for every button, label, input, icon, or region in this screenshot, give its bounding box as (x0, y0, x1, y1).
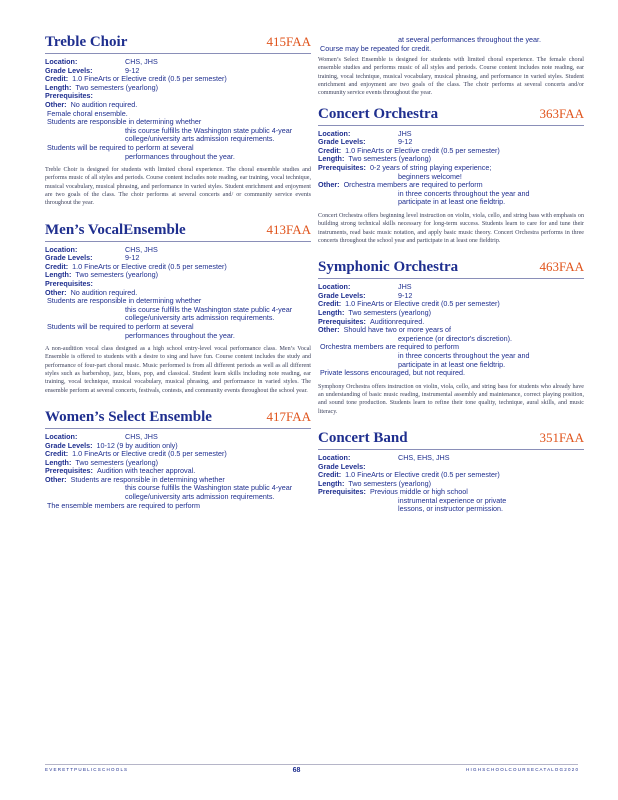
note-line: college/university arts admission requirements. (125, 313, 275, 323)
note-line: Orchestra members are required to perform (320, 342, 460, 352)
note-line: Students are responsible in determining whether (47, 296, 202, 306)
prereq-label: Prerequisites: (45, 91, 93, 101)
note-line: Students will be required to perform at several (47, 142, 194, 152)
prereq-value: 0-2 years of string playing experience; (369, 163, 492, 173)
credit-label: Credit: (318, 470, 342, 480)
grade-label: Grade Levels: (318, 137, 366, 147)
continued-fields (318, 36, 584, 53)
page-number: 68 (292, 767, 301, 774)
prereq-value: Previous middle or high school (369, 487, 468, 497)
course-treble-choir (45, 34, 311, 208)
note-line: college/university arts admission requirements. (125, 492, 275, 502)
course-code: 351FAA (539, 429, 584, 445)
course-title: Women’s Select Ensemble (45, 408, 212, 425)
length-value: Two semesters (yearlong) (348, 478, 432, 488)
note-line: Students will be required to perform at several (47, 321, 194, 331)
course-header (318, 259, 584, 279)
credit-value: 1.0 FineArts or Elective credit (0.5 per semester) (345, 145, 500, 155)
course-description: Treble Choir is designed for students with limited choral experience. The choral ensemble studies and performs music of all styles and periods. Course content includes note reading, ear training, vocal technique, musical vocabulary, musical phrasing, and performance in varied styles. Student enrichment and enjoyment are two goals of the class. The choir performs at several concerts and/ or community service events throughout the year. (45, 167, 311, 207)
location-label: Location: (45, 431, 78, 441)
location-value: CHS, JHS (125, 431, 158, 441)
note-line: at several performances throughout the year. (398, 35, 542, 44)
other-value: No audition required. (70, 287, 138, 297)
length-label: Length: (45, 270, 72, 280)
prereq-label: Prerequisites: (45, 466, 93, 476)
course-header (45, 34, 311, 54)
length-value: Two semesters (yearlong) (75, 270, 159, 280)
course-description: Concert Orchestra offers beginning level instruction on violin, viola, cello, and string bass with emphasis on building strong technical skills necessary for long-term success. Students learn to care for and tune their instruments, read basic music notation, and apply basic music theory. Concert Orchestra performs in three concerts throughout the school year and participate in at least one fieldtrip. (318, 213, 584, 244)
grade-value: 9-12 (125, 65, 140, 75)
course-fields (318, 454, 584, 514)
grade-value: 9-12 (398, 290, 413, 300)
course-title: Concert Band (318, 429, 408, 446)
note-line: Course may be repeated for credit. (320, 43, 432, 53)
course-symphonic-orchestra (318, 259, 584, 416)
other-value: Should have two or more years of (343, 325, 452, 335)
course-concert-orchestra (318, 106, 584, 246)
note-line: instrumental experience or private (398, 495, 507, 505)
course-header (45, 409, 311, 429)
course-code: 417FAA (266, 408, 311, 424)
length-label: Length: (318, 307, 345, 317)
note-line: this course fulfills the Washington state public 4-year (125, 483, 293, 493)
course-title: Treble Choir (45, 34, 128, 50)
prereq-value: Auditionrequired. (369, 316, 425, 326)
course-header (318, 430, 584, 450)
location-value: CHS, EHS, JHS (398, 452, 450, 462)
course-description: Women’s Select Ensemble is designed for students with limited choral experience. The female choral ensemble studies and performs music of all styles and periods. Course content includes note reading, ear training, vocal technique, musical vocabulary, musical phrasing, and performance in varied styles. Student enrichment and enjoyment are two goals of the class. The choir performs at several concerts and/or community service events throughout the year. (318, 57, 584, 97)
course-description: A non-audition vocal class designed as a high school entry-level vocal performance class. Men’s Vocal Ensemble is offered to students with a desire to sing and have fun. Course content includes the study and performance of four-part choral music. Music performed is from all different periods as well as all different styles such as barbershop, jazz, blues, pop, and classical. Student learn skills including note reading, ear training, vocal technique, musical vocabulary, musical phrasing, and performance in varied styles. The ensemble perform at several concerts, festivals, contests, and community events throughout the school year. (45, 346, 311, 394)
length-value: Two semesters (yearlong) (75, 82, 159, 92)
credit-value: 1.0 FineArts or Elective credit (0.5 per semester) (72, 449, 227, 459)
note-line: Private lessons encouraged, but not required. (320, 368, 466, 378)
location-label: Location: (318, 452, 351, 462)
course-code: 413FAA (266, 221, 311, 237)
other-value: Orchestra members are required to perform (343, 180, 483, 190)
location-label: Location: (318, 282, 351, 292)
location-label: Location: (45, 57, 78, 66)
course-header (45, 222, 311, 242)
grade-label: Grade Levels: (45, 253, 93, 263)
note-line: performances throughout the year. (125, 151, 235, 161)
length-label: Length: (45, 82, 72, 92)
credit-label: Credit: (318, 299, 342, 309)
note-line: Students are responsible in determining whether (47, 117, 202, 127)
length-value: Two semesters (yearlong) (75, 457, 159, 467)
course-title: Concert Orchestra (318, 105, 439, 122)
prereq-label: Prerequisites: (318, 163, 366, 173)
location-value: JHS (398, 282, 412, 292)
other-label: Other: (318, 325, 340, 335)
course-womens-select-ensemble (45, 409, 311, 510)
note-line: participate in at least one fieldtrip. (398, 197, 506, 207)
grade-value: 9-12 (398, 137, 413, 147)
note-line: experience (or director's discretion). (398, 333, 513, 343)
note-line: performances throughout the year. (125, 330, 235, 340)
right-column (318, 36, 584, 520)
other-label: Other: (318, 180, 340, 190)
course-fields (45, 58, 311, 161)
note-line: Female choral ensemble. (47, 108, 128, 118)
credit-label: Credit: (45, 74, 69, 84)
other-label: Other: (45, 99, 67, 109)
note-line: lessons, or instructor permission. (398, 504, 504, 514)
length-label: Length: (318, 478, 345, 488)
footer-catalog: H I G H S C H O O L C O U R S E C A T A L O G 2 0 2 0 (465, 767, 578, 772)
other-value: Students are responsible in determining whether (70, 474, 225, 484)
grade-value: 9-12 (125, 253, 140, 263)
credit-label: Credit: (45, 261, 69, 271)
course-code: 363FAA (539, 105, 584, 121)
course-fields (318, 130, 584, 207)
footer-district: E V E R E T T P U B L I C S C H O O L S (45, 767, 128, 772)
length-value: Two semesters (yearlong) (348, 154, 432, 164)
course-header (318, 106, 584, 126)
length-label: Length: (318, 154, 345, 164)
grade-label: Grade Levels: (45, 440, 93, 450)
location-label: Location: (318, 128, 351, 138)
credit-value: 1.0 FineArts or Elective credit (0.5 per semester) (72, 261, 227, 271)
length-label: Length: (45, 457, 72, 467)
course-title: Men’s VocalEnsemble (45, 221, 186, 238)
course-fields (45, 433, 311, 510)
prereq-label: Prerequisites: (45, 278, 93, 288)
length-value: Two semesters (yearlong) (348, 307, 432, 317)
note-line: college/university arts admission requirements. (125, 134, 275, 144)
note-line: participate in at least one fieldtrip. (398, 359, 506, 369)
course-code: 463FAA (539, 259, 584, 275)
course-fields (318, 283, 584, 378)
course-description: Symphony Orchestra offers instruction on violin, viola, cello, and string bass for students who already have an understanding of basic music reading, instrumental assembly and maintenance, correct playing position, and sound tone production. Students learn to refine their tone quality, technique, aural skills, and music literacy. (318, 383, 584, 415)
credit-label: Credit: (45, 449, 69, 459)
credit-value: 1.0 FineArts or Elective credit (0.5 per semester) (72, 74, 227, 84)
prereq-label: Prerequisites: (318, 316, 366, 326)
location-label: Location: (45, 244, 78, 254)
note-line: this course fulfills the Washington state public 4-year (125, 304, 293, 314)
other-value: No audition required. (70, 99, 138, 109)
course-fields (45, 246, 311, 341)
credit-value: 1.0 FineArts or Elective credit (0.5 per semester) (345, 299, 500, 309)
location-value: CHS, JHS (125, 244, 158, 254)
note-line: in three concerts throughout the year and (398, 188, 530, 198)
note-line: in three concerts throughout the year and (398, 350, 530, 360)
note-line: beginners welcome! (398, 171, 462, 181)
other-label: Other: (45, 474, 67, 484)
page-footer (45, 764, 578, 774)
course-title: Symphonic Orchestra (318, 259, 459, 276)
course-concert-band (318, 430, 584, 514)
other-label: Other: (45, 287, 67, 297)
credit-label: Credit: (318, 145, 342, 155)
location-value: JHS (398, 128, 412, 138)
note-line: The ensemble members are required to perform (47, 500, 201, 510)
grade-value: 10-12 (9 by audition only) (96, 440, 178, 450)
left-column (45, 34, 311, 516)
prereq-label: Prerequisites: (318, 487, 366, 497)
location-value: CHS, JHS (125, 57, 158, 66)
note-line: this course fulfills the Washington state public 4-year (125, 125, 293, 135)
course-mens-vocal-ensemble (45, 222, 311, 395)
credit-value: 1.0 FineArts or Elective credit (0.5 per semester) (345, 470, 500, 480)
grade-label: Grade Levels: (45, 65, 93, 75)
prereq-value: Audition with teacher approval. (96, 466, 196, 476)
course-code: 415FAA (266, 34, 311, 49)
grade-label: Grade Levels: (318, 461, 366, 471)
grade-label: Grade Levels: (318, 290, 366, 300)
